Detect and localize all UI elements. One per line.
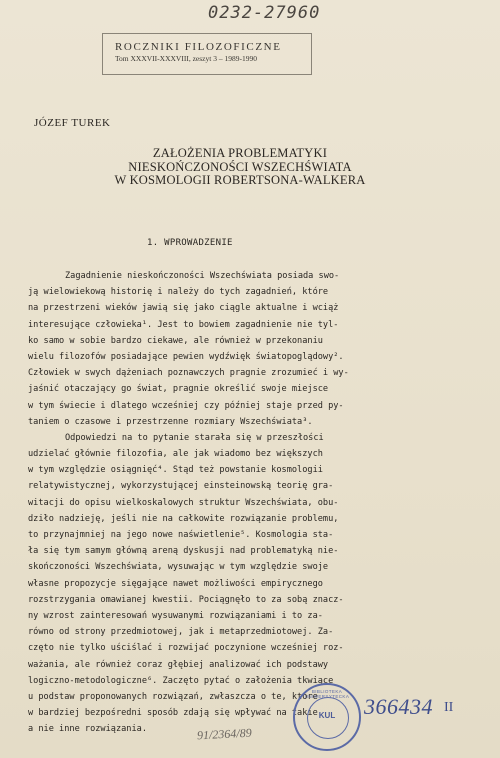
inventory-number: 366434 [364,694,433,719]
body-line: logiczno-metodologiczne⁶. Zaczęto pytać o założenia tkwiące [28,675,334,686]
title-line: NIESKOŃCZONOŚCI WSZECHŚWIATA [128,159,352,174]
body-line: w bardziej bezpośredni sposób zdają się wpływać na takie [28,708,318,719]
body-line: a nie inne rozwiązania. [28,724,147,735]
body-line: taniem o czasowe i przestrzenne rozmiary Wszechświata³. [28,416,313,427]
body-line: równo od strony przedmiotowej, jak i metaprzedmiotowej. Za- [28,627,334,638]
journal-issue: Tom XXXVII-XXXVIII, zeszyt 3 – 1989-1990 [115,54,257,63]
body-line: witacji do opisu wielkoskalowych struktur Wszechświata, obu- [28,497,339,508]
body-line: rozstrzygania omawianej kwestii. Pociągnęło to za sobą znacz- [28,594,344,605]
body-line: wielu filozofów posiadające pewien wydźwięk światopoglądowy². [28,351,344,362]
body-line: Zagadnienie nieskończoności Wszechświata posiada swo- [65,271,340,281]
handwritten-shelf-mark: 91/2364/89 [196,725,252,743]
title-line: ZAŁOŻENIA PROBLEMATYKI [152,146,328,160]
body-line: udzielać głównie filozofia, ale jak wiadomo bez większych [28,449,323,460]
body-line: ją wielowiekową historię i należy do tych zagadnień, które [28,287,329,298]
body-line: u podstaw proponowanych rozwiązań, zwłaszcza o te, które [28,691,318,702]
body-line: w tym świecie i dlatego wcześniej czy później staje przed py- [28,400,344,411]
body-line: to przynajmniej na jego nowe naświetlenie⁵. Kosmologia sta- [28,530,334,540]
body-line: w tym względzie osiągnięć⁴. Stąd też powstanie kosmologii [28,465,323,476]
handwritten-catalog-number: 0232-27960 [208,3,321,23]
author-name: JÓZEF TUREK [34,117,111,129]
title-line: W KOSMOLOGII ROBERTSONA-WALKERA [114,173,366,187]
body-line: dziło nadzieję, jeśli nie na całkowite rozwiązanie problemu, [28,513,339,524]
body-line: ważania, ale również coraz głębiej analizować ich podstawy [28,659,329,670]
body-line: na przestrzeni wieków jawią się jako ciągle aktualne i wciąż [28,303,339,314]
body-text [28,268,458,737]
stamp-ring-text: BIBLIOTEKA UNIWERSYTECKA [304,689,350,699]
article-title [90,147,390,188]
body-line: ko samo w sobie bardzo ciekawe, ale również w przekonaniu [28,335,323,346]
stamp-center-text: KUL [318,711,336,720]
library-stamp [293,683,361,751]
journal-title: ROCZNIKI FILOZOFICZNE [115,41,282,53]
inventory-suffix: II [444,700,454,715]
section-heading: 1. WPROWADZENIE [147,238,233,248]
body-line: ła się tym samym główną areną dyskusji nad problematyką nie- [28,546,339,557]
body-line: relatywistycznej, wykorzystującej einsteinowską teorię gra- [28,481,334,492]
body-line: interesujące człowieka¹. Jest to bowiem zagadnienie nie tyl- [28,319,339,330]
body-line: Człowiek w swych dążeniach poznawczych pragnie zrozumieć i wy- [28,368,349,379]
body-line: ny wzrost zainteresowań wysuwanymi rozwiązaniami i to za- [28,610,323,621]
body-line: własne propozycje sięgające nawet możliwości empirycznego [28,578,323,589]
body-line: częto nie tylko uściślać i rozwijać poczynione wcześniej roz- [28,643,344,654]
body-line: Odpowiedzi na to pytanie starała się w przeszłości [65,432,324,443]
body-line: skończoności Wszechświata, wysuwając w tym względzie swoje [28,562,329,573]
body-line: jaśnić otaczający go świat, pragnie określić swoje miejsce [28,384,329,395]
